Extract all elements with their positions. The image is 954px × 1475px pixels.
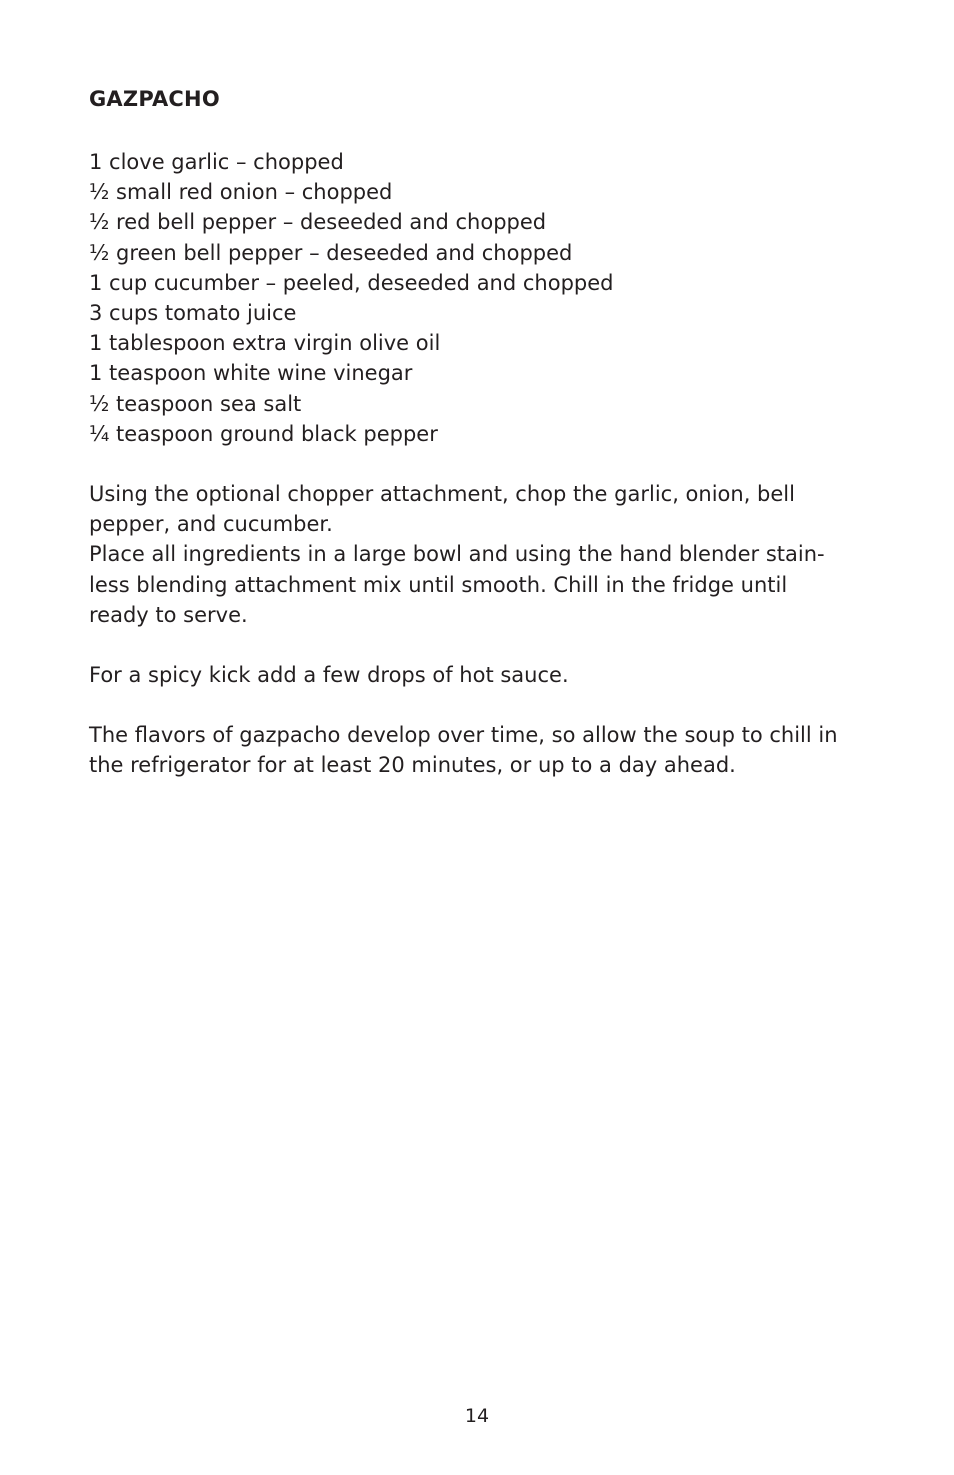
instructions-block xyxy=(89,479,879,630)
instruction-line: less blending attachment mix until smooth. Chill in the fridge until xyxy=(89,572,788,597)
recipe-page xyxy=(89,84,879,781)
spacer xyxy=(89,630,879,660)
ingredient-item: 1 teaspoon white wine vinegar xyxy=(89,361,413,386)
ingredient-item: ½ small red onion – chopped xyxy=(89,180,393,205)
note-line: The flavors of gazpacho develop over time, so allow the soup to chill in xyxy=(89,723,838,748)
ingredient-item: 3 cups tomato juice xyxy=(89,301,297,326)
ingredient-item: ½ red bell pepper – deseeded and chopped xyxy=(89,210,547,235)
instruction-line: ready to serve. xyxy=(89,602,248,627)
instruction-line: pepper, and cucumber. xyxy=(89,512,333,537)
ingredient-item: ½ green bell pepper – deseeded and chopped xyxy=(89,240,573,265)
recipe-title: GAZPACHO xyxy=(89,87,220,111)
instruction-line: Using the optional chopper attachment, chop the garlic, onion, bell xyxy=(89,482,795,507)
ingredient-item: 1 cup cucumber – peeled, deseeded and chopped xyxy=(89,270,614,295)
spacer xyxy=(89,449,879,479)
ingredient-item: 1 tablespoon extra virgin olive oil xyxy=(89,331,441,356)
page-number: 14 xyxy=(464,1405,490,1427)
note-block xyxy=(89,720,879,780)
spacer xyxy=(89,690,879,720)
tip-text: For a spicy kick add a few drops of hot sauce. xyxy=(89,663,569,688)
instruction-line: Place all ingredients in a large bowl and using the hand blender stain- xyxy=(89,542,825,567)
ingredient-item: ¼ teaspoon ground black pepper xyxy=(89,421,438,446)
note-line: the refrigerator for at least 20 minutes, or up to a day ahead. xyxy=(89,753,736,778)
ingredient-item: 1 clove garlic – chopped xyxy=(89,150,344,174)
ingredient-list xyxy=(89,147,879,449)
ingredient-item: ½ teaspoon sea salt xyxy=(89,391,302,416)
